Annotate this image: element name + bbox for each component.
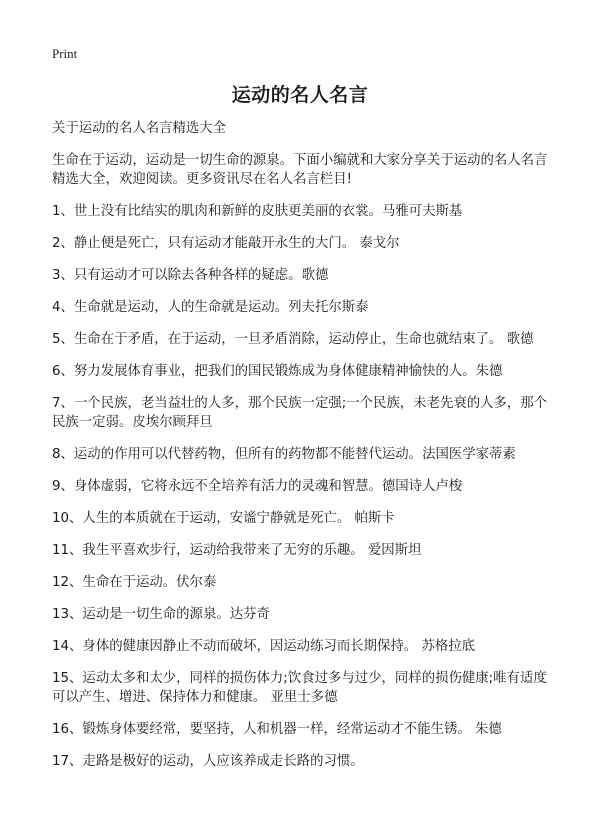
quote-item: 13、运动是一切生命的源泉。达芬奇 [52, 607, 270, 622]
quote-item: 11、我生平喜欢步行，运动给我带来了无穷的乐趣。 爱因斯坦 [52, 543, 422, 558]
page-title: 运动的名人名言 [231, 84, 369, 106]
print-link[interactable]: Print [52, 46, 78, 61]
quote-item: 14、身体的健康因静止不动而破坏，因运动练习而长期保持。 苏格拉底 [52, 639, 476, 654]
quote-item: 16、锻炼身体要经常，要坚持，人和机器一样，经常运动才不能生锈。 朱德 [52, 722, 502, 737]
quote-item: 8、运动的作用可以代替药物，但所有的药物都不能替代运动。法国医学家蒂素 [52, 447, 516, 462]
article-intro: 生命在于运动，运动是一切生命的源泉。下面小编就和大家分享关于运动的名人名言精选大全，欢迎阅读。更多资讯尽在名人名言栏目! [52, 153, 548, 187]
quote-item: 1、世上没有比结实的肌肉和新鲜的皮肤更美丽的衣裳。马雅可夫斯基 [52, 204, 463, 219]
quote-item: 17、走路是极好的运动，人应该养成走长路的习惯。 [52, 754, 364, 769]
quote-item: 15、运动太多和太少，同样的损伤体力;饮食过多与过少，同样的损伤健康;唯有适度可以产生、增进、保持体力和健康。 亚里士多德 [52, 671, 547, 705]
quote-item: 7、一个民族，老当益壮的人多，那个民族一定强;一个民族，未老先衰的人多，那个民族一定弱。皮埃尔顾拜旦 [52, 396, 548, 430]
quote-item: 6、努力发展体育事业，把我们的国民锻炼成为身体健康精神愉快的人。朱德 [52, 364, 503, 379]
quote-list [52, 202, 552, 771]
quote-item: 4、生命就是运动，人的生命就是运动。列夫托尔斯泰 [52, 300, 369, 315]
quote-item: 2、静止便是死亡，只有运动才能敲开永生的大门。 泰戈尔 [52, 236, 400, 251]
quote-item: 9、身体虚弱，它将永远不全培养有活力的灵魂和智慧。德国诗人卢梭 [52, 479, 463, 494]
article-subtitle: 关于运动的名人名言精选大全 [52, 121, 227, 136]
quote-item: 5、生命在于矛盾，在于运动，一旦矛盾消除，运动停止，生命也就结束了。 歌德 [52, 332, 534, 347]
quote-item: 10、人生的本质就在于运动，安谧宁静就是死亡。 帕斯卡 [52, 511, 395, 526]
article-body [52, 119, 552, 784]
quote-item: 3、只有运动才可以除去各种各样的疑虑。歌德 [52, 268, 329, 283]
quote-item: 12、生命在于运动。伏尔泰 [52, 575, 217, 590]
